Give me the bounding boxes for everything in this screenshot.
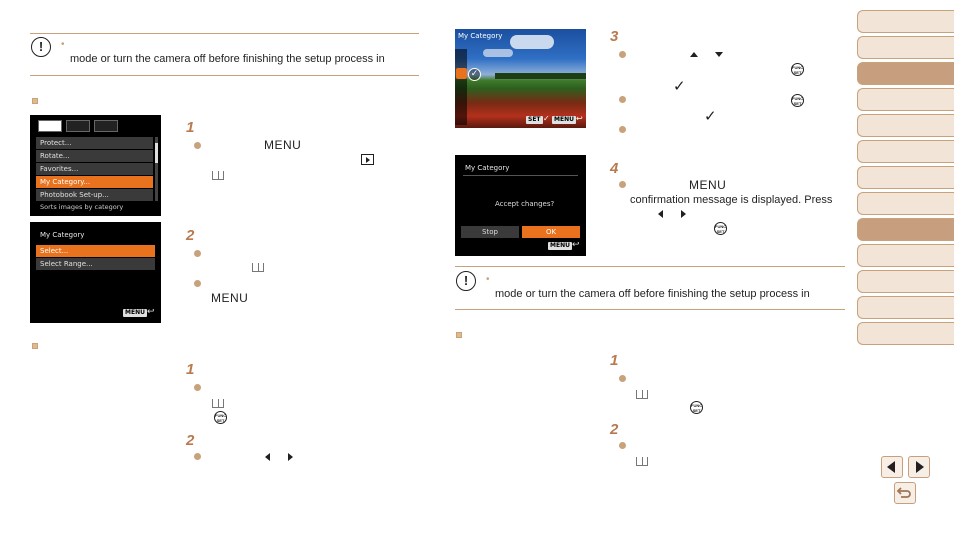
nav-tab-11[interactable] [857, 270, 954, 293]
lower-step-2-bullet [194, 453, 201, 460]
scrollbar-thumb [155, 143, 158, 163]
menu-back-badge: MENU [554, 116, 574, 123]
step-3-number: 3 [610, 28, 619, 45]
category-checkbox: ✓ [468, 68, 481, 81]
lower-step-1-number: 1 [186, 361, 195, 378]
check-mark-icon: ✓ [704, 107, 717, 125]
camera-screen-photo [455, 29, 586, 128]
confirm-question: Accept changes? [495, 200, 555, 208]
nav-tab-2[interactable] [857, 36, 954, 59]
menu-button-label: MENU [689, 178, 727, 192]
right-button-icon [288, 453, 293, 461]
step-4-bullet [619, 181, 626, 188]
title-divider [463, 175, 578, 176]
nav-tab-3[interactable] [857, 62, 954, 85]
nav-tab-1[interactable] [857, 10, 954, 33]
step-3-bullet-1 [619, 51, 626, 58]
step-1-bullet [194, 142, 201, 149]
camera-screen-my-category [30, 222, 161, 323]
page-reference-icon [212, 171, 224, 180]
back-arrow-icon: ↩ [572, 240, 580, 250]
previous-page-button[interactable] [881, 456, 903, 478]
caution-bullet: • [486, 274, 490, 285]
menu-item-favorites: Favorites... [36, 163, 153, 175]
caution-text: mode or turn the camera off before finishing the setup process in [70, 53, 385, 65]
set-badge: SET [528, 116, 541, 123]
caution-text: mode or turn the camera off before finishing the setup process in [495, 288, 810, 300]
camera-screen-playback-menu [30, 115, 161, 216]
setup-tab [94, 120, 118, 132]
nav-tab-6[interactable] [857, 140, 954, 163]
back-arrow-icon: ↩ [576, 114, 583, 123]
top-rule-left [30, 33, 419, 34]
cloud [483, 49, 513, 57]
stop-button: Stop [461, 226, 519, 238]
caution-bottom-rule [30, 75, 419, 76]
page-reference-icon [636, 457, 648, 466]
nav-tab-9[interactable] [857, 218, 954, 241]
nav-tab-7[interactable] [857, 166, 954, 189]
step-2-number: 2 [186, 227, 195, 244]
return-button[interactable] [894, 482, 916, 504]
tree-line [495, 73, 586, 79]
previous-arrow-icon [887, 461, 895, 473]
caution-top-rule-right [455, 266, 845, 267]
left-button-icon [265, 453, 270, 461]
lower-step-1-bullet [619, 375, 626, 382]
page-reference-icon [212, 399, 224, 408]
step-4-text: confirmation message is displayed. Press [630, 194, 833, 206]
nav-tab-12[interactable] [857, 296, 954, 319]
func-set-button-icon: FUNC SET [215, 413, 227, 423]
lower-step-1-bullet [194, 384, 201, 391]
menu-footer-hint: Sorts images by category [40, 203, 124, 211]
step-3-bullet-2 [619, 96, 626, 103]
section-marker [456, 332, 462, 338]
screen-title: My Category [465, 164, 510, 172]
menu-item-my-category: My Category... [36, 176, 153, 188]
lower-step-2-bullet [619, 442, 626, 449]
menu-item-protect: Protect... [36, 137, 153, 149]
caution-icon: ! [456, 271, 476, 291]
menu-back-badge: MENU [125, 309, 145, 316]
func-set-button-icon: FUNC SET [792, 65, 804, 75]
step-3-bullet-3 [619, 126, 626, 133]
cloud [510, 35, 554, 49]
category-selected-icon [456, 68, 467, 79]
screen-title: My Category [40, 231, 85, 239]
return-arrow-icon [895, 483, 914, 502]
left-button-icon [658, 210, 663, 218]
option-select-range: Select Range... [36, 258, 155, 270]
up-button-icon [690, 52, 698, 57]
lower-step-1-number: 1 [610, 352, 619, 369]
nav-tab-13[interactable] [857, 322, 954, 345]
camera-screen-accept-changes [455, 155, 586, 256]
page-reference-icon [252, 263, 264, 272]
menu-item-rotate: Rotate... [36, 150, 153, 162]
func-set-button-icon: FUNC SET [715, 224, 727, 234]
back-arrow-icon: ↩ [147, 307, 155, 317]
nav-tab-4[interactable] [857, 88, 954, 111]
step-2-bullet-2 [194, 280, 201, 287]
caution-bottom-rule-right [455, 309, 845, 310]
category-icon-strip [455, 49, 467, 125]
down-button-icon [715, 52, 723, 57]
next-arrow-icon [916, 461, 924, 473]
check-mark-icon: ✓ [673, 77, 686, 95]
section-marker [32, 98, 38, 104]
right-button-icon [681, 210, 686, 218]
screen-title: My Category [458, 32, 503, 40]
ok-button: OK [522, 226, 580, 238]
nav-tab-10[interactable] [857, 244, 954, 267]
func-set-button-icon: FUNC SET [691, 403, 703, 413]
step-2-bullet-1 [194, 250, 201, 257]
menu-item-photobook: Photobook Set-up... [36, 189, 153, 201]
next-page-button[interactable] [908, 456, 930, 478]
option-select: Select... [36, 245, 155, 257]
section-marker [32, 343, 38, 349]
menu-button-label: MENU [211, 291, 249, 305]
step-4-number: 4 [610, 160, 619, 177]
nav-tab-5[interactable] [857, 114, 954, 137]
menu-button-label: MENU [264, 138, 302, 152]
caution-icon: ! [31, 37, 51, 57]
lower-step-2-number: 2 [186, 432, 195, 449]
lower-step-2-number: 2 [610, 421, 619, 438]
menu-back-badge: MENU [550, 242, 570, 249]
check-icon: ✓ [543, 114, 550, 123]
step-1-number: 1 [186, 119, 195, 136]
playback-button-icon [361, 154, 374, 165]
nav-tab-8[interactable] [857, 192, 954, 215]
playback-tab [38, 120, 62, 132]
caution-bullet: • [61, 39, 65, 50]
func-set-button-icon: FUNC SET [792, 96, 804, 106]
print-tab [66, 120, 90, 132]
page-reference-icon [636, 390, 648, 399]
